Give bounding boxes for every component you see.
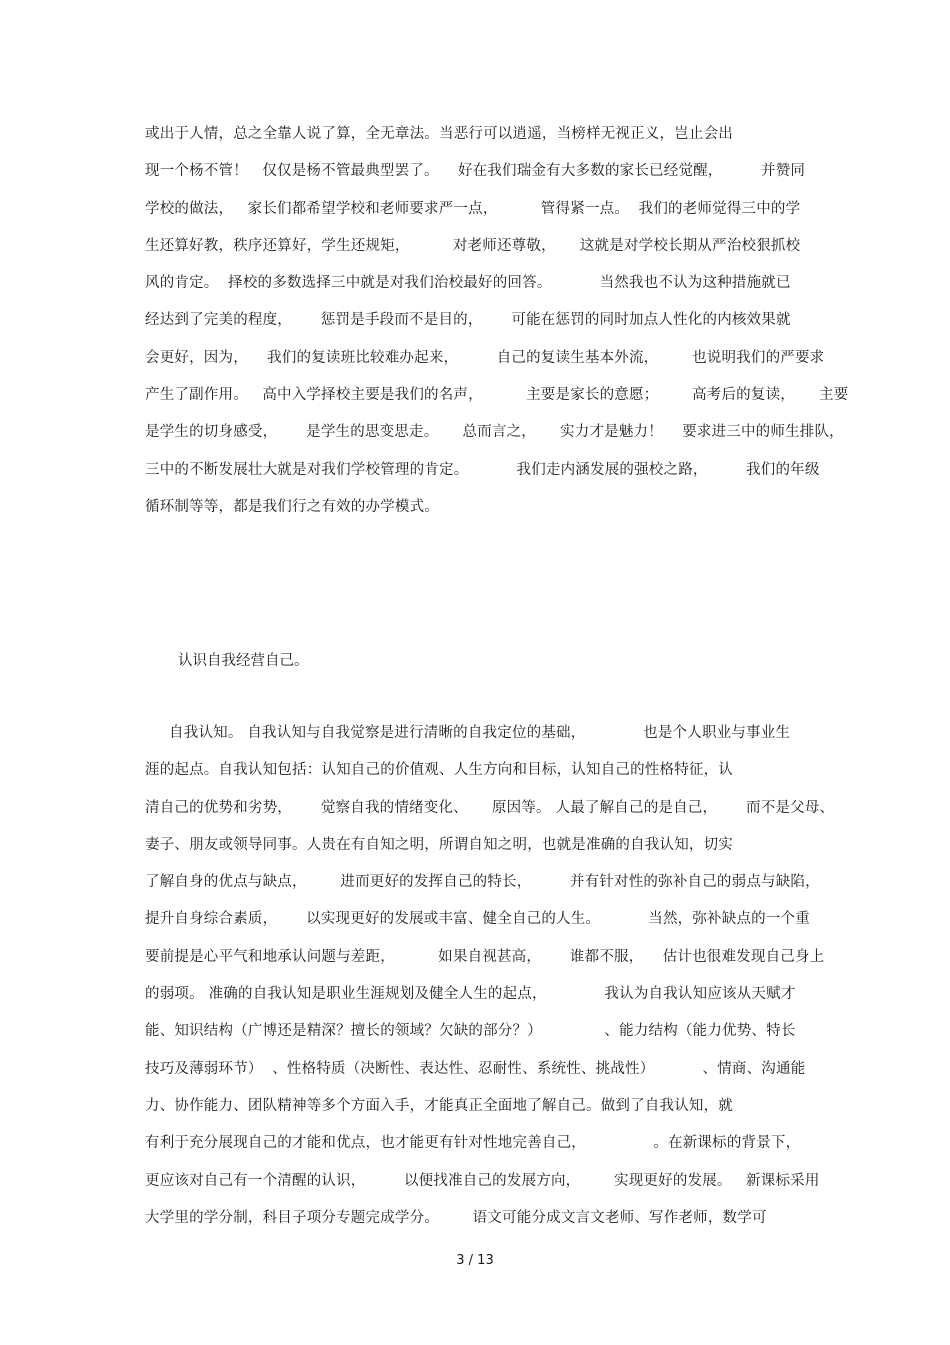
text-line: 妻子、朋友或领导同事。人贵在有自知之明，所谓自知之明，也就是准确的自我认知，切实: [145, 836, 733, 853]
text-line: 学校的做法， 家长们都希望学校和老师要求严一点， 管得紧一点。 我们的老师觉得三中的学: [145, 200, 801, 217]
text-line: 涯的起点。自我认知包括：认知自己的价值观、人生方向和目标，认知自己的性格特征，认: [145, 762, 733, 779]
text-line: 会更好，因为， 我们的复读班比较难办起来， 自己的复读生基本外流， 也说明我们的严要求: [145, 349, 825, 366]
text-line: 力、协作能力、团队精神等多个方面入手，才能真正全面地了解自己。做到了自我认知，就: [145, 1097, 733, 1114]
text-line: 或出于人情，总之全靠人说了算，全无章法。当恶行可以逍遥，当榜样无视正义，岂止会出: [145, 126, 733, 142]
text-line: 的弱项。 准确的自我认知是职业生涯规划及健全人生的起点， 我认为自我认知应该从天赋才: [145, 986, 796, 1003]
text-line: 了解自身的优点与缺点， 进而更好的发挥自己的特长， 并有针对性的弥补自己的弱点与缺陷，: [145, 874, 820, 891]
text-line: 大学里的学分制，科目子项分专题完成学分。 语文可能分成文言文老师、写作老师，数学可: [145, 1209, 767, 1226]
text-line: 风的肯定。 择校的多数选择三中就是对我们治校最好的回答。 当然我也不认为这种措施就已: [145, 275, 791, 292]
section-heading: 认识自我经营自己。: [178, 653, 309, 669]
paragraph-school-management: [145, 116, 848, 526]
text-line: 能、知识结构（广博还是精深？擅长的领域？欠缺的部分？） 、能力结构（能力优势、特长: [145, 1023, 796, 1040]
text-line: 自我认知。 自我认知与自我觉察是进行清晰的自我定位的基础， 也是个人职业与事业生: [145, 725, 791, 741]
page-number: 3 / 13: [456, 1253, 494, 1268]
text-line: 是学生的切身感受， 是学生的思变思走。 总而言之， 实力才是魅力！ 要求进三中的师生排队，: [145, 424, 844, 441]
text-line: 经达到了完美的程度， 惩罚是手段而不是目的， 可能在惩罚的同时加点人性化的内核效果就: [145, 312, 791, 329]
text-line: 技巧及薄弱环节） 、性格特质（决断性、表达性、忍耐性、系统性、挑战性） 、情商、沟通能: [145, 1060, 806, 1077]
text-line: 清自己的优势和劣势， 觉察自我的情绪变化、 原因等。 人最了解自己的是自己， 而不是父母、: [145, 799, 835, 816]
text-line: 提升自身综合素质， 以实现更好的发展或丰富、健全自己的人生。 当然，弥补缺点的一个重: [145, 911, 810, 928]
text-line: 有利于充分展现自己的才能和优点，也才能更有针对性地完善自己， 。在新课标的背景下，: [145, 1135, 801, 1152]
text-line: 循环制等等，都是我们行之有效的办学模式。: [145, 498, 439, 515]
text-line: 三中的不断发展壮大就是对我们学校管理的肯定。 我们走内涵发展的强校之路， 我们的年级: [145, 461, 820, 478]
paragraph-self-awareness: [145, 715, 834, 1237]
text-line: 产生了副作用。 高中入学择校主要是我们的名声， 主要是家长的意愿； 高考后的复读， 主要: [145, 387, 849, 404]
text-line: 生还算好教，秩序还算好，学生还规矩， 对老师还尊敬， 这就是对学校长期从严治校狠抓校: [145, 237, 801, 254]
text-line: 更应该对自己有一个清醒的认识， 以便找准自己的发展方向， 实现更好的发展。 新课标采用: [145, 1172, 820, 1189]
text-line: 要前提是心平气和地承认问题与差距， 如果自视甚高， 谁都不服， 估计也很难发现自己身上: [145, 948, 825, 965]
text-line: 现一个杨不管！ 仅仅是杨不管最典型罢了。 好在我们瑞金有大多数的家长已经觉醒， 并赞同: [145, 163, 806, 180]
